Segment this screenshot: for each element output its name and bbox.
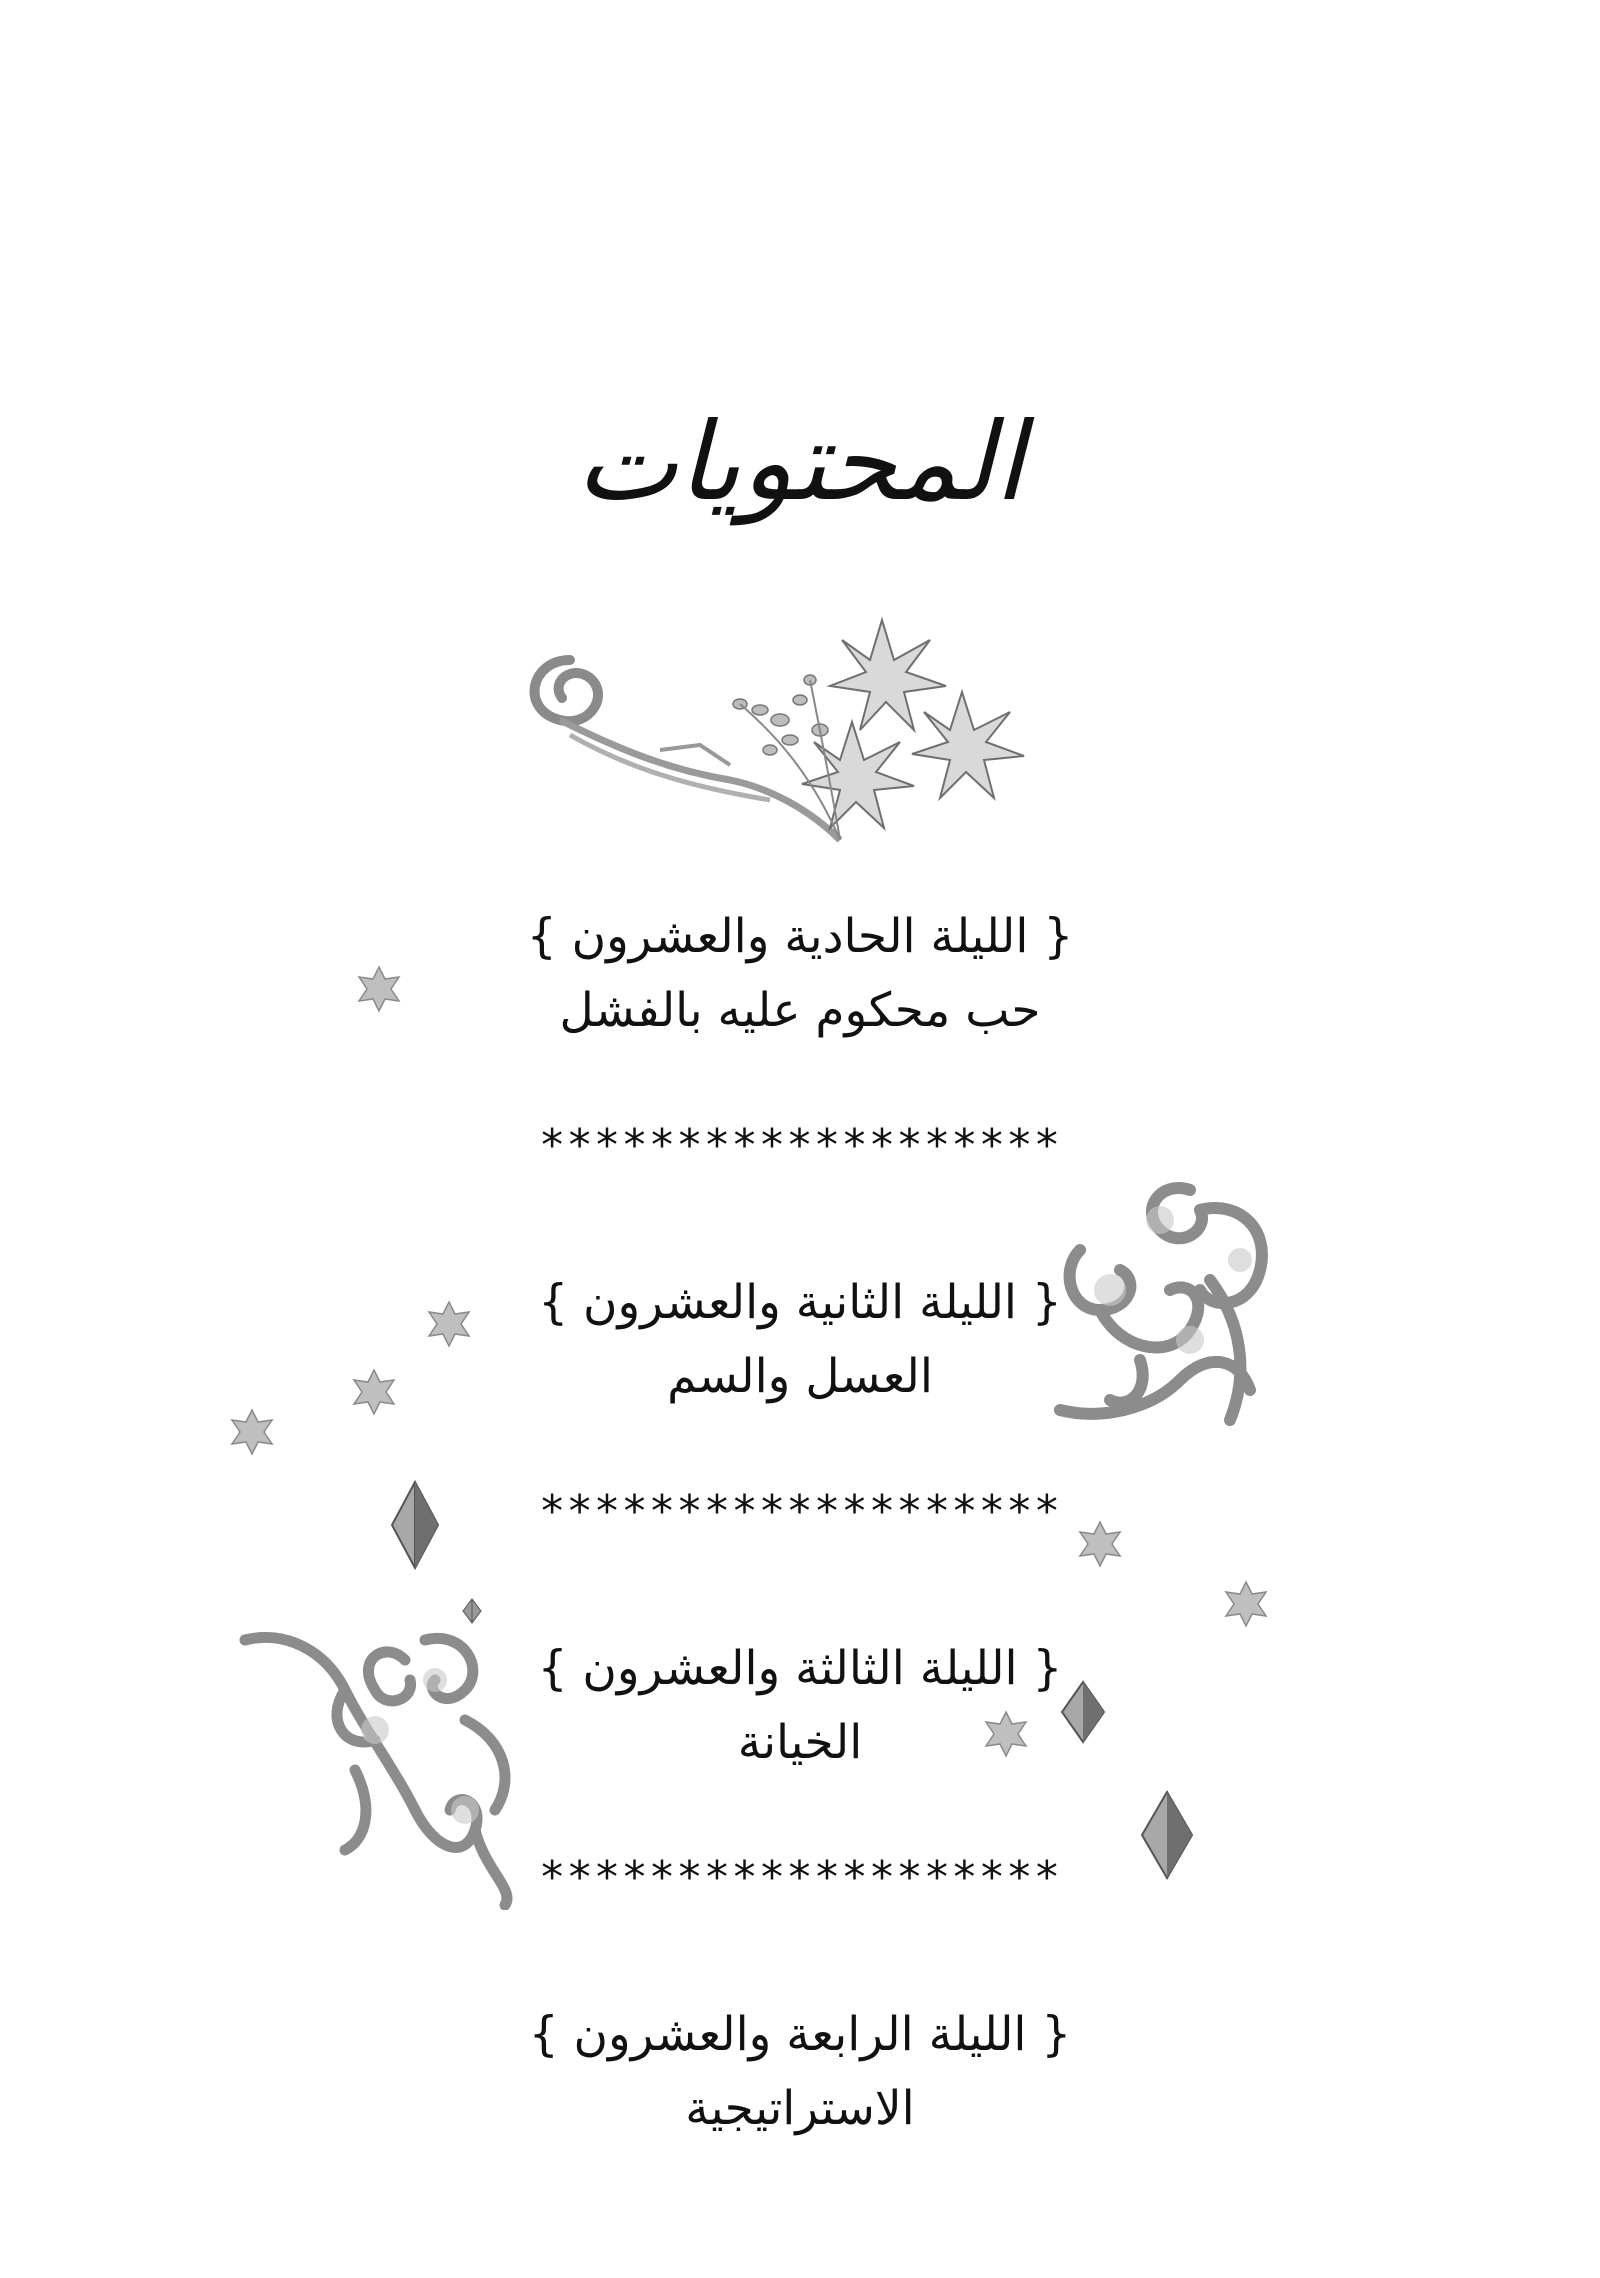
swirl-ornament	[1040, 1160, 1300, 1450]
separator: *******************	[538, 1852, 1062, 1903]
star-icon	[228, 1408, 276, 1456]
star-icon	[1222, 1580, 1270, 1628]
diamond-icon	[390, 1480, 440, 1570]
entry-title: الخيانة	[737, 1715, 863, 1770]
entry-heading: { الليلة الثالثة والعشرون }	[537, 1641, 1063, 1696]
entry-title: الاستراتيجية	[685, 2081, 915, 2136]
diamond-icon	[462, 1598, 482, 1624]
diamond-icon	[1140, 1790, 1194, 1880]
separator: *******************	[538, 1486, 1062, 1537]
star-icon	[1076, 1520, 1124, 1568]
star-icon	[350, 1368, 398, 1416]
toc-entry	[480, 1998, 1120, 2198]
entry-heading: { الليلة الحادية والعشرون }	[526, 909, 1074, 964]
separator: *******************	[538, 1120, 1062, 1171]
toc-entry	[480, 900, 1120, 1100]
page-title: المحتويات	[575, 400, 1025, 525]
entry-title: حب محكوم عليه بالفشل	[559, 983, 1041, 1038]
star-icon	[425, 1300, 473, 1348]
toc-entry	[480, 1266, 1120, 1466]
table-of-contents	[480, 900, 1120, 2198]
entry-heading: { الليلة الثانية والعشرون }	[538, 1275, 1062, 1330]
diamond-icon	[1060, 1680, 1106, 1744]
flower-ornament	[510, 600, 1070, 880]
star-icon	[355, 965, 403, 1013]
entry-title: العسل والسم	[667, 1349, 933, 1404]
star-icon	[982, 1710, 1030, 1758]
entry-heading: { الليلة الرابعة والعشرون }	[528, 2007, 1072, 2062]
swirl-ornament	[235, 1610, 535, 1910]
